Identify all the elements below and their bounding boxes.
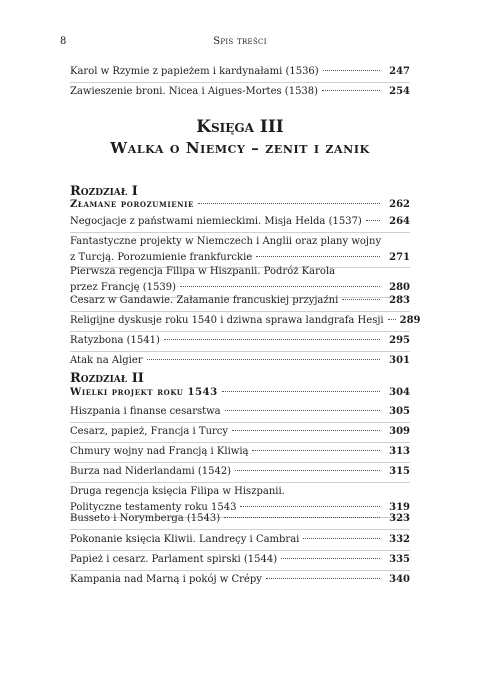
chapter-title: Wielki projekt roku 1543 — [70, 387, 218, 398]
toc-entry — [70, 444, 410, 460]
toc-entry-page: 332 — [389, 534, 410, 545]
toc-entry — [70, 64, 410, 80]
toc-entry — [70, 313, 421, 329]
leader-dots — [322, 90, 380, 91]
entry-divider — [70, 331, 410, 332]
toc-entry-text: Hiszpania i finanse cesarstwa — [70, 406, 221, 417]
running-head: Spis treści — [213, 36, 267, 47]
leader-dots — [303, 538, 380, 539]
entry-divider — [70, 351, 410, 352]
leader-dots — [240, 506, 380, 507]
toc-entry — [70, 84, 410, 100]
toc-entry-page: 247 — [389, 66, 410, 77]
toc-entry-text: Cesarz w Gandawie. Załamanie francuskiej przyjaźni — [70, 295, 339, 306]
leader-dots — [222, 391, 380, 392]
toc-entry-text: Ratyzbona (1541) — [70, 335, 160, 346]
leader-dots — [388, 319, 396, 320]
toc-entry — [70, 552, 410, 568]
toc-entry-page: 254 — [389, 86, 410, 97]
toc-entry-text: Burza nad Niderlandami (1542) — [70, 466, 232, 477]
toc-entry-page: 323 — [389, 513, 410, 524]
toc-entry-text: Polityczne testamenty roku 1543 — [70, 502, 237, 513]
toc-entry-text: Karol w Rzymie z papieżem i kardynałami (1536) — [70, 66, 319, 77]
toc-entry-text: Papież i cesarz. Parlament spirski (1544) — [70, 554, 278, 565]
leader-dots — [225, 410, 380, 411]
toc-entry — [70, 532, 410, 548]
toc-entry-page: 271 — [389, 252, 410, 263]
book-label: Księga III — [196, 117, 284, 137]
entry-divider — [70, 529, 410, 530]
chapter-title-entry — [70, 197, 410, 213]
toc-entry-text: Kampania nad Marną i pokój w Crépy — [70, 574, 262, 585]
leader-dots — [164, 339, 380, 340]
toc-entry-page: 295 — [389, 335, 410, 346]
leader-dots — [266, 578, 380, 579]
toc-entry-text: Zawieszenie broni. Nicea i Aigues-Mortes (1538) — [70, 86, 319, 97]
toc-entry-page: 315 — [389, 466, 410, 477]
toc-entry-page: 335 — [389, 554, 410, 565]
leader-dots — [366, 220, 380, 221]
toc-entry-page: 262 — [389, 199, 410, 210]
toc-entry-page: 264 — [389, 216, 410, 227]
chapter-label: Rozdział II — [70, 371, 144, 386]
toc-entry-page: 313 — [389, 446, 410, 457]
toc-entry-text: Busseto i Norymberga (1543) — [70, 513, 221, 524]
toc-entry-page: 319 — [389, 502, 410, 513]
entry-divider — [70, 570, 410, 571]
toc-entry — [70, 333, 410, 349]
leader-dots — [281, 558, 380, 559]
chapter-label: Rozdział I — [70, 184, 138, 199]
toc-entry-text: Negocjacje z państwami niemieckimi. Misja Helda (1537) — [70, 216, 362, 227]
toc-entry-text: Atak na Algier — [70, 355, 143, 366]
entry-divider — [70, 482, 410, 483]
toc-entry-text: Religijne dyskusje roku 1540 i dziwna sprawa landgrafa Hesji — [70, 315, 384, 326]
leader-dots — [198, 203, 380, 204]
toc-entry-text: z Turcją. Porozumienie frankfurckie — [70, 252, 253, 263]
toc-entry-text-line1: Fantastyczne projekty w Niemczech i Anglii oraz plany wojny — [70, 236, 382, 247]
toc-entry — [70, 572, 410, 588]
toc-entry-text-line1: Druga regencja księcia Filipa w Hiszpanii. — [70, 486, 285, 497]
toc-entry — [70, 464, 410, 480]
entry-divider — [70, 550, 410, 551]
toc-entry-text: przez Francję (1539) — [70, 282, 176, 293]
entry-divider — [70, 422, 410, 423]
leader-dots — [252, 450, 380, 451]
page-number: 8 — [60, 36, 67, 47]
leader-dots — [147, 359, 380, 360]
toc-entry-page: 283 — [389, 295, 410, 306]
leader-dots — [232, 430, 380, 431]
toc-entry — [70, 511, 410, 527]
entry-divider — [70, 462, 410, 463]
book-title: Walka o Niemcy – zenit i zanik — [110, 139, 370, 157]
toc-entry-page: 309 — [389, 426, 410, 437]
toc-entry — [70, 264, 410, 296]
toc-entry-text: Chmury wojny nad Francją i Kliwią — [70, 446, 249, 457]
toc-entry — [70, 424, 410, 440]
chapter-title-entry — [70, 385, 410, 401]
leader-dots — [323, 70, 380, 71]
entry-divider — [70, 442, 410, 443]
toc-entry-page: 301 — [389, 355, 410, 366]
toc-entry-page: 289 — [399, 315, 421, 326]
toc-entry-page: 340 — [389, 574, 410, 585]
entry-divider — [70, 232, 410, 233]
toc-entry — [70, 404, 410, 420]
leader-dots — [342, 299, 380, 300]
toc-entry — [70, 234, 410, 266]
toc-entry-text: Pokonanie księcia Kliwii. Landreçy i Cambrai — [70, 534, 300, 545]
leader-dots — [224, 517, 380, 518]
page-header — [60, 36, 420, 52]
toc-entry-page: 304 — [389, 387, 410, 398]
entry-divider — [70, 311, 410, 312]
toc-entry — [70, 353, 410, 369]
toc-entry-text-line1: Pierwsza regencja Filipa w Hiszpanii. Podróż Karola — [70, 266, 336, 277]
toc-entry — [70, 214, 410, 230]
toc-entry-page: 305 — [389, 406, 410, 417]
toc-entry-page: 280 — [389, 282, 410, 293]
leader-dots — [256, 256, 380, 257]
toc-entry-text: Cesarz, papież, Francja i Turcy — [70, 426, 229, 437]
leader-dots — [180, 286, 380, 287]
entry-divider — [70, 82, 410, 83]
toc-entry — [70, 293, 410, 309]
leader-dots — [235, 470, 380, 471]
chapter-title: Złamane porozumienie — [70, 199, 194, 210]
